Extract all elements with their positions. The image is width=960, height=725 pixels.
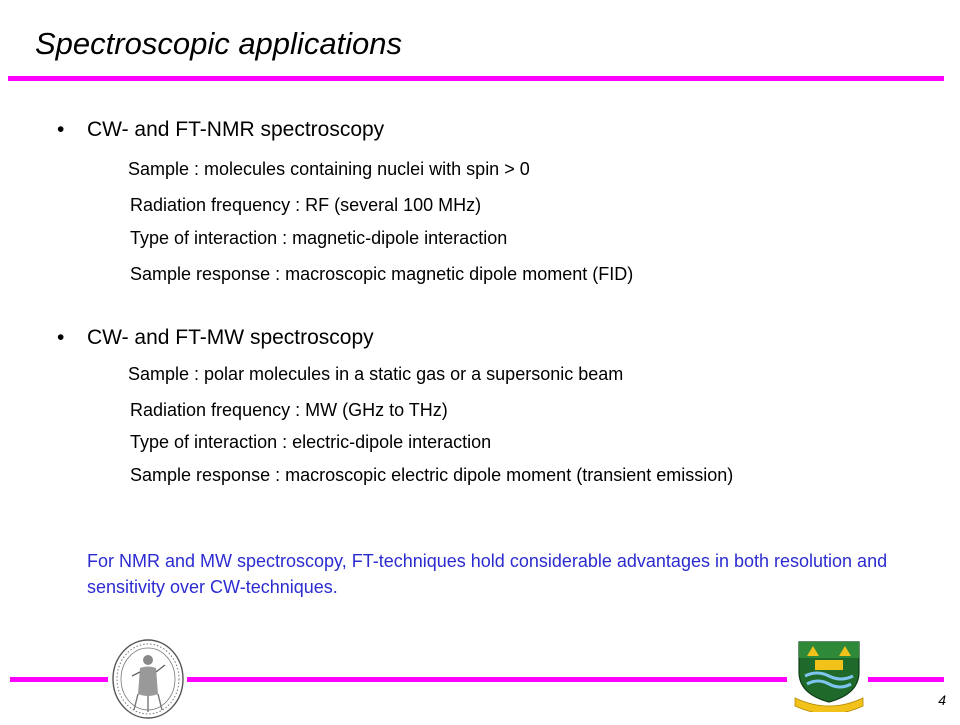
slide-title: Spectroscopic applications <box>35 26 403 61</box>
bullet-mw <box>57 326 374 350</box>
mw-detail-response: Sample response : macroscopic electric dipole moment (transient emission) <box>130 465 734 485</box>
university-crest-icon <box>793 638 865 712</box>
bullet-dot: • <box>57 118 65 141</box>
footer-rule-middle <box>187 677 787 682</box>
nmr-detail-interaction: Type of interaction : magnetic-dipole interaction <box>130 228 508 248</box>
university-seal-icon <box>110 632 186 720</box>
footer-rule-right <box>868 677 944 682</box>
mw-detail-interaction: Type of interaction : electric-dipole interaction <box>130 432 492 452</box>
bullet-heading-nmr: CW- and FT-NMR spectroscopy <box>87 118 385 141</box>
bullet-nmr <box>57 118 384 142</box>
nmr-detail-response: Sample response : macroscopic magnetic dipole moment (FID) <box>130 264 634 284</box>
nmr-detail-sample: Sample : molecules containing nuclei with spin > 0 <box>128 159 530 179</box>
nmr-detail-frequency: Radiation frequency : RF (several 100 MHz) <box>130 195 482 215</box>
footer-rule-left <box>10 677 108 682</box>
mw-detail-frequency: Radiation frequency : MW (GHz to THz) <box>130 400 448 420</box>
summary-note: For NMR and MW spectroscopy, FT-techniques hold considerable advantages in both resolution and sensitivity over CW-techniques. <box>87 551 888 597</box>
page-number: 4 <box>938 692 946 708</box>
mw-detail-sample: Sample : polar molecules in a static gas or a supersonic beam <box>128 364 624 384</box>
bullet-heading-mw: CW- and FT-MW spectroscopy <box>87 326 374 349</box>
bullet-dot: • <box>57 326 65 349</box>
title-underline <box>8 76 944 81</box>
